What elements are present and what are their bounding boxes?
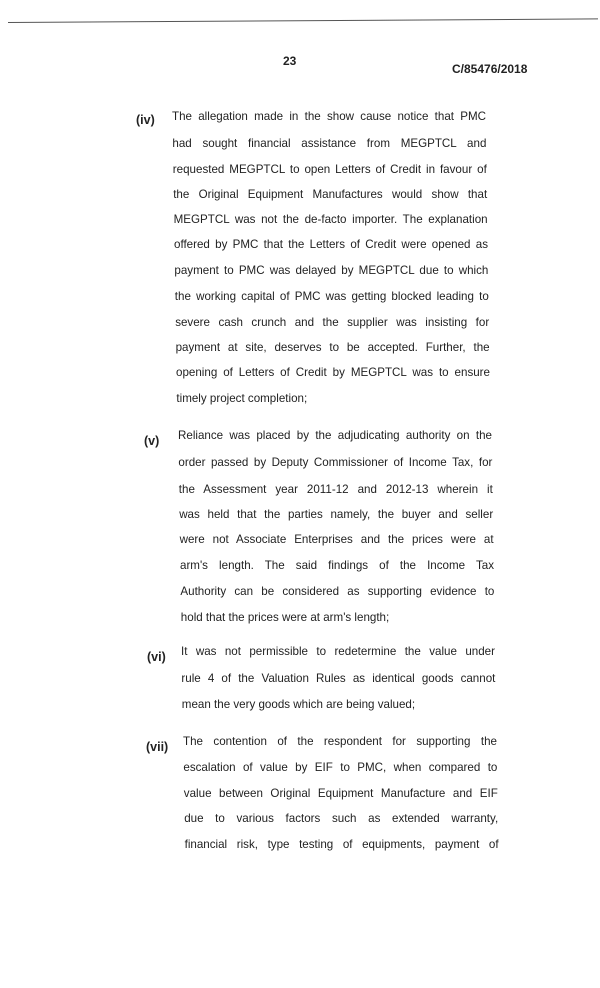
paragraph-label: (vii) xyxy=(146,740,169,754)
scan-edge-line xyxy=(8,18,598,23)
paragraph-line: The allegation made in the show cause notice that PMC xyxy=(172,110,486,123)
paragraph-line: payment to PMC was delayed by MEGPTCL due to which xyxy=(174,264,489,277)
page-number: 23 xyxy=(283,54,297,68)
paragraph-line: were not Associate Enterprises and the prices were at xyxy=(179,533,494,546)
paragraph-line: MEGPTCL was not the de-facto importer. The explanation xyxy=(173,213,488,226)
paragraph-line: The contention of the respondent for supporting the xyxy=(183,735,497,748)
paragraph-line: escalation of value by EIF to PMC, when compared to xyxy=(183,761,498,774)
paragraph-line: the Original Equipment Manufactures would show that xyxy=(173,188,488,201)
paragraph-line: opening of Letters of Credit by MEGPTCL was to ensure xyxy=(176,366,490,379)
paragraph-line: due to various factors such as extended warranty, xyxy=(184,812,499,825)
case-number: C/85476/2018 xyxy=(452,62,528,76)
paragraph-line: arm's length. The said findings of the Income Tax xyxy=(180,559,494,572)
paragraph-line: It was not permissible to redetermine the value under xyxy=(181,645,495,658)
paragraph-line: timely project completion; xyxy=(176,392,308,405)
paragraph-line: rule 4 of the Valuation Rules as identical goods cannot xyxy=(181,672,496,685)
paragraph-line: severe cash crunch and the supplier was insisting for xyxy=(175,316,490,329)
paragraph-line: had sought financial assistance from MEGPTCL and xyxy=(172,137,487,150)
paragraph-line: the working capital of PMC was getting blocked leading to xyxy=(174,290,489,303)
paragraph-line: order passed by Deputy Commissioner of Income Tax, for xyxy=(178,456,493,469)
paragraph-label: (v) xyxy=(144,434,160,448)
paragraph-line: hold that the prices were at arm's length; xyxy=(180,611,390,624)
paragraph-line: Reliance was placed by the adjudicating authority on the xyxy=(178,429,492,442)
paragraph-label: (vi) xyxy=(147,650,166,664)
paragraph-line: the Assessment year 2011-12 and 2012-13 wherein it xyxy=(178,483,493,496)
paragraph-line: was held that the parties namely, the buyer and seller xyxy=(179,508,494,521)
paragraph-line: mean the very goods which are being valued; xyxy=(181,698,416,711)
paragraph-line: financial risk, type testing of equipments, payment of xyxy=(184,838,499,851)
paragraph-line: Authority can be considered as supporting evidence to xyxy=(180,585,495,598)
paragraph-line: payment at site, deserves to be accepted. Further, the xyxy=(175,341,490,354)
paragraph-line: value between Original Equipment Manufacture and EIF xyxy=(183,787,498,800)
paragraph-label: (iv) xyxy=(136,113,155,127)
paragraph-line: requested MEGPTCL to open Letters of Credit in favour of xyxy=(172,163,487,176)
paragraph-line: offered by PMC that the Letters of Credit were opened as xyxy=(174,238,488,251)
